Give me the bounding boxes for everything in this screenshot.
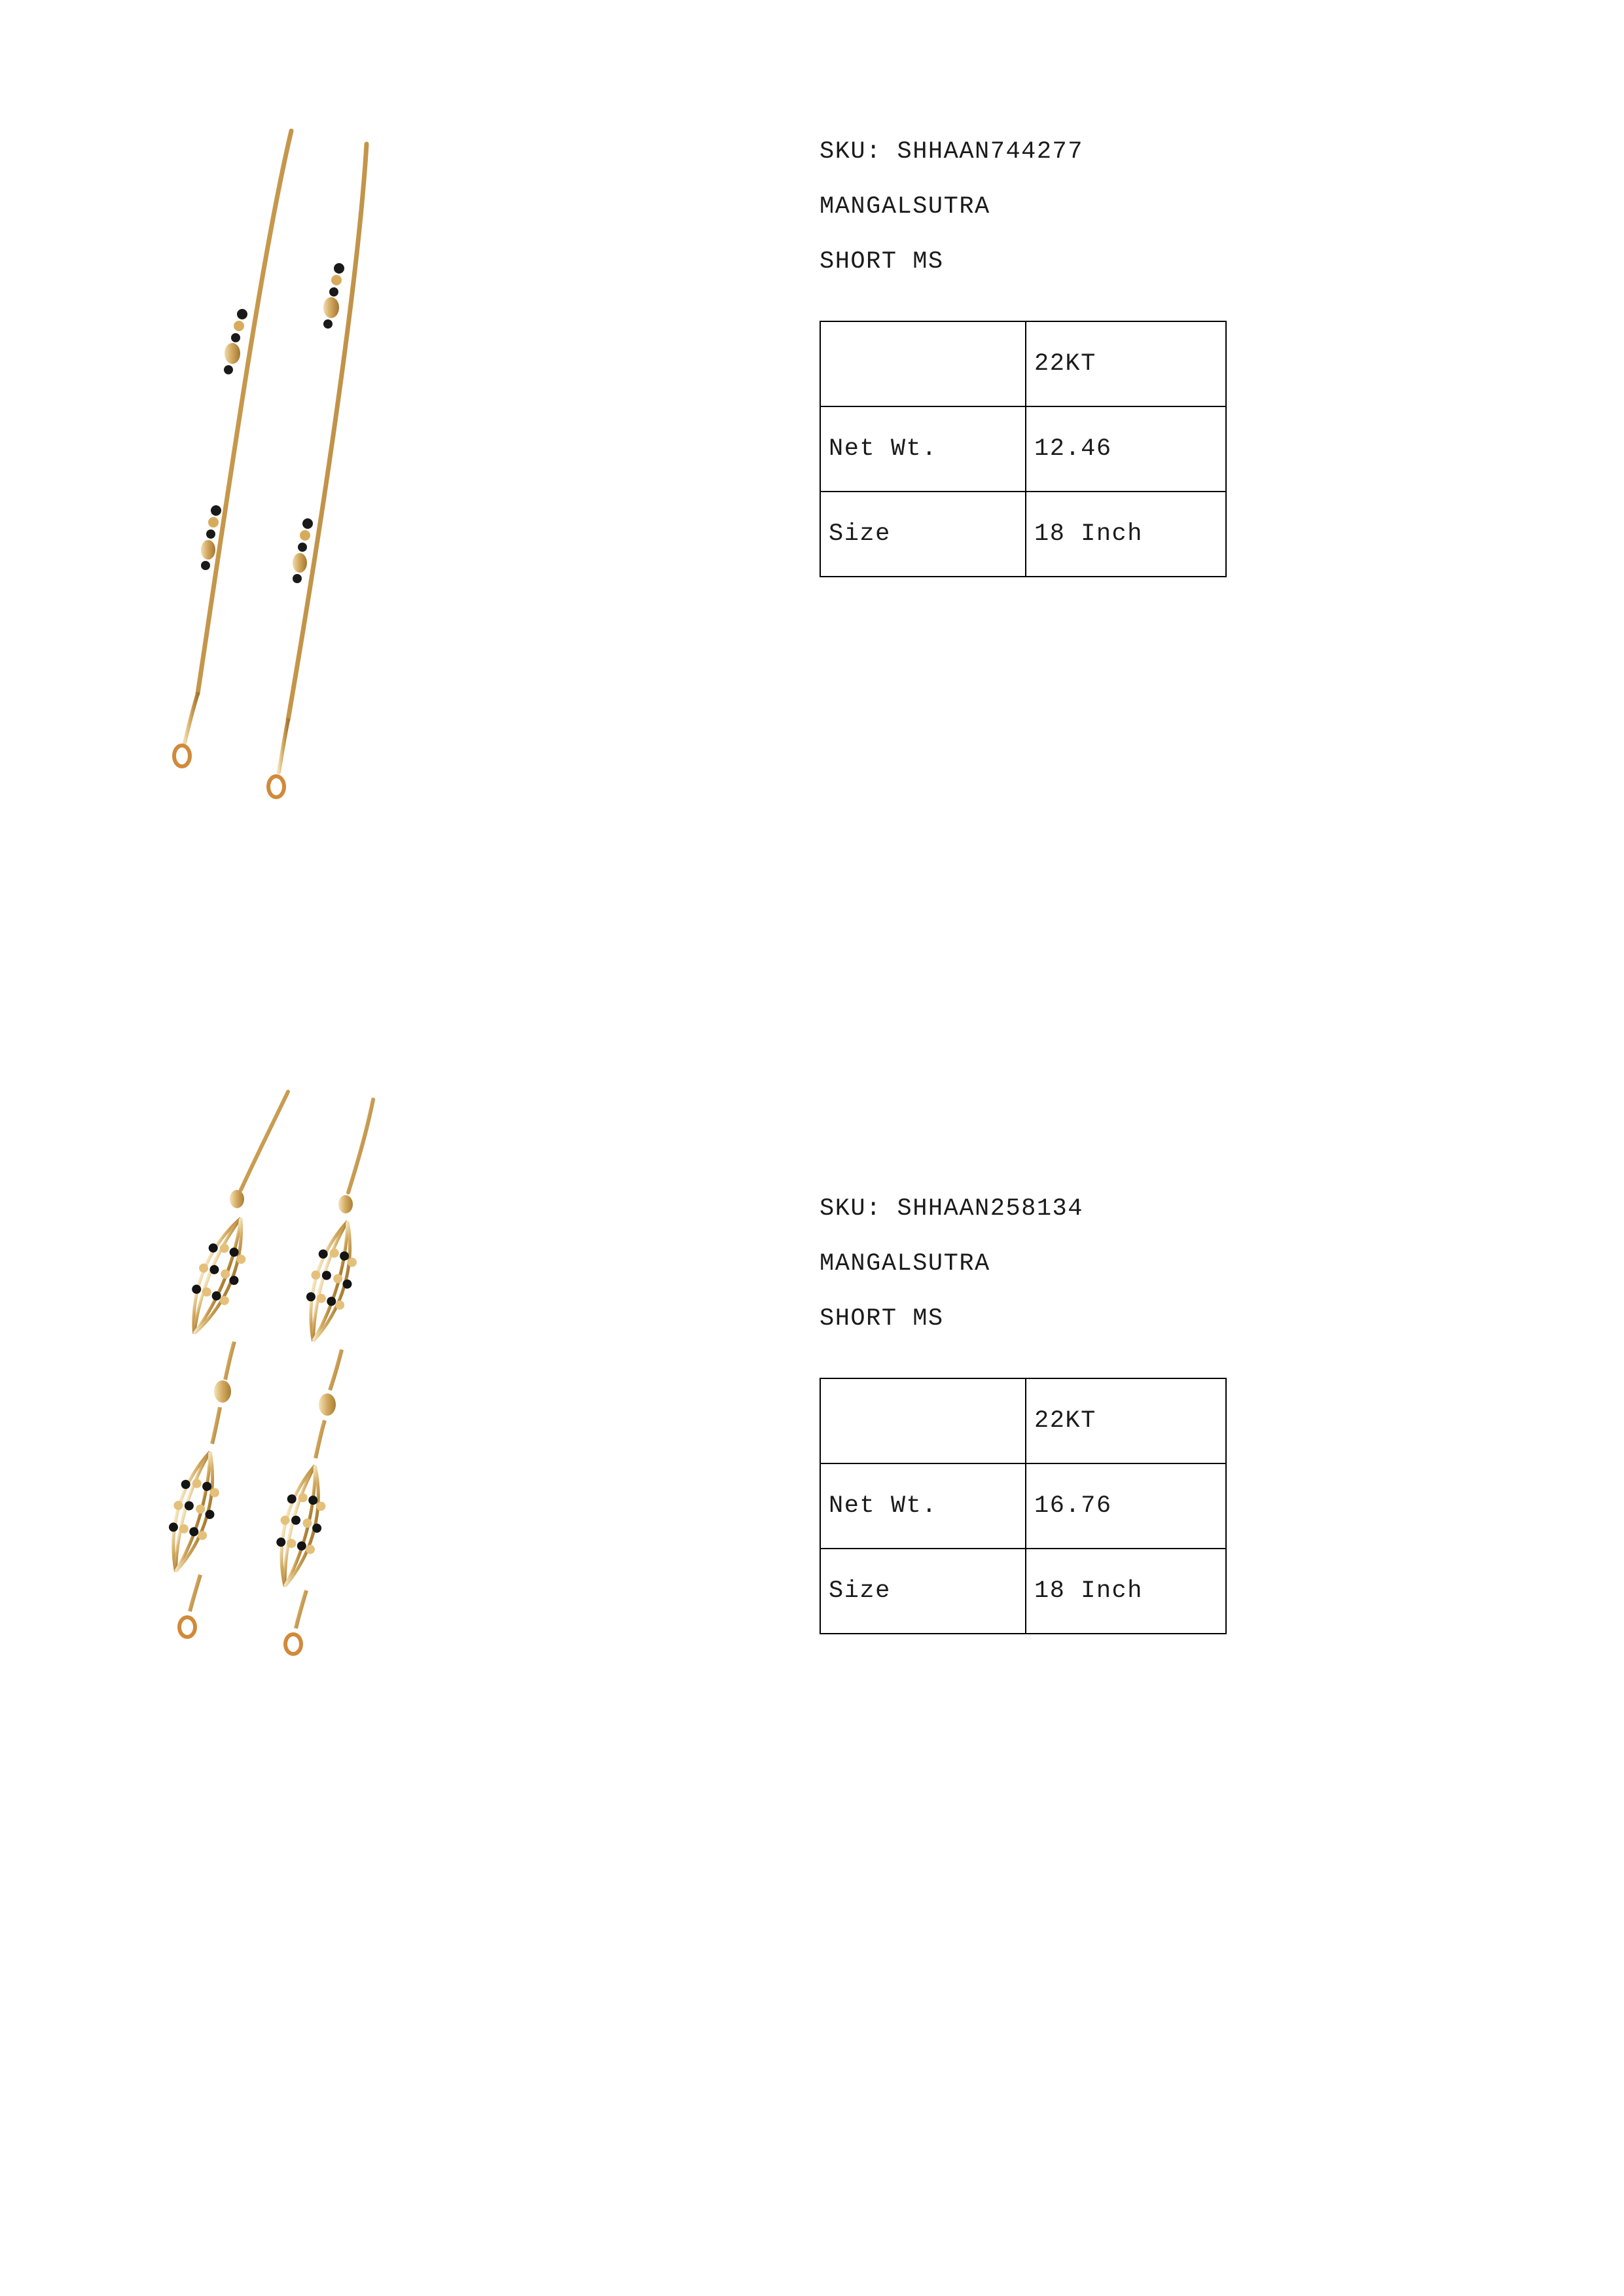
spec-table-1 bbox=[820, 321, 1227, 577]
table-row bbox=[820, 1463, 1226, 1549]
spec-label-net-wt: Net Wt. bbox=[820, 406, 1026, 492]
spec-table-2 bbox=[820, 1378, 1227, 1634]
mangalsutra-illustration bbox=[157, 1080, 497, 1780]
spec-value-size: 18 Inch bbox=[1026, 1549, 1226, 1634]
sku-line: SKU: SHHAAN258134 bbox=[820, 1195, 1083, 1223]
spec-value-net-wt: 12.46 bbox=[1026, 406, 1226, 492]
spec-purity-cell: 22KT bbox=[1026, 1378, 1226, 1463]
category-line: MANGALSUTRA bbox=[820, 193, 990, 221]
category-line: MANGALSUTRA bbox=[820, 1250, 990, 1278]
spec-label-net-wt: Net Wt. bbox=[820, 1463, 1026, 1549]
table-row bbox=[820, 1549, 1226, 1634]
type-line: SHORT MS bbox=[820, 1305, 944, 1333]
table-row bbox=[820, 492, 1226, 577]
sku-line: SKU: SHHAAN744277 bbox=[820, 138, 1083, 166]
spec-label-size: Size bbox=[820, 1549, 1026, 1634]
product-image-2 bbox=[157, 1080, 497, 1780]
spec-label-size: Size bbox=[820, 492, 1026, 577]
spec-blank-cell bbox=[820, 1378, 1026, 1463]
spec-blank-cell bbox=[820, 321, 1026, 406]
type-line: SHORT MS bbox=[820, 248, 944, 276]
table-row bbox=[820, 1378, 1226, 1463]
product-details-2 bbox=[820, 1181, 1227, 1634]
spec-value-net-wt: 16.76 bbox=[1026, 1463, 1226, 1549]
product-details-1 bbox=[820, 124, 1227, 577]
mangalsutra-illustration bbox=[151, 118, 491, 844]
table-row bbox=[820, 321, 1226, 406]
spec-purity-cell: 22KT bbox=[1026, 321, 1226, 406]
table-row bbox=[820, 406, 1226, 492]
spec-value-size: 18 Inch bbox=[1026, 492, 1226, 577]
product-image-1 bbox=[151, 118, 491, 844]
